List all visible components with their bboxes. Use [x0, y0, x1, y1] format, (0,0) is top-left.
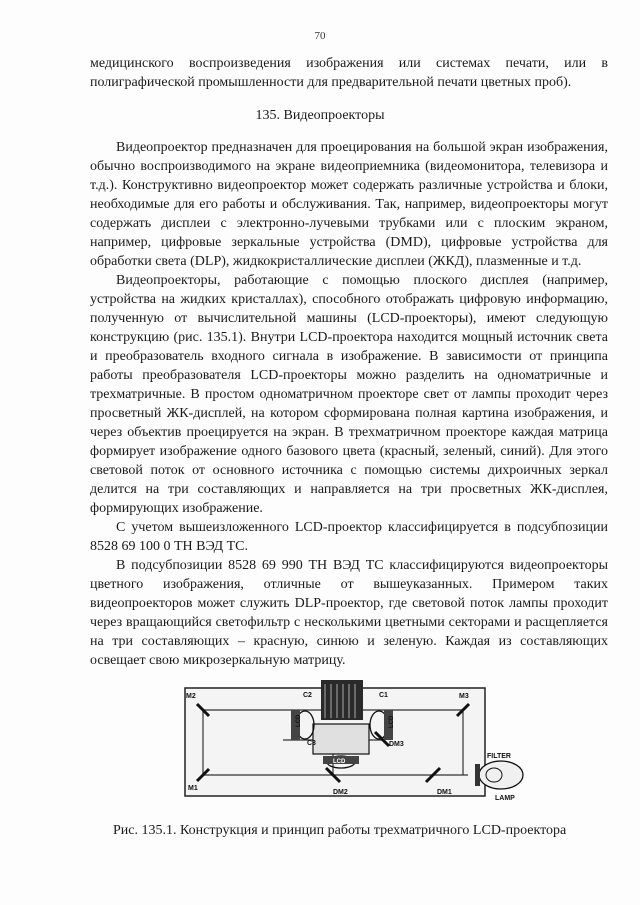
lcd-right-label: LCD — [389, 715, 395, 728]
projection-lens — [321, 680, 363, 720]
lcd-left-label: LCD — [296, 714, 302, 727]
label-lamp: LAMP — [495, 795, 515, 802]
label-m2: M2 — [186, 693, 196, 700]
label-filter: FILTER — [487, 753, 511, 760]
figure-caption: Рис. 135.1. Конструкция и принцип работы трехматричного LCD-проектора — [113, 823, 567, 838]
label-c1: C1 — [379, 692, 388, 699]
label-dm3: DM3 — [389, 741, 404, 748]
label-dm2: DM2 — [333, 789, 348, 796]
paragraph-3: С учетом вышеизложенного LCD-проектор классифицируется в подсубпозиции 8528 69 100 0 ТН ВЭД ТС. — [90, 520, 608, 554]
intro-paragraph — [90, 54, 608, 92]
section-title: 135. Видеопроекторы — [255, 108, 385, 123]
diagram-svg — [183, 680, 553, 808]
lcd-projector-diagram — [183, 680, 553, 808]
paragraph-2: Видеопроекторы, работающие с помощью плоского дисплея (например, устройства на жидких кристаллах), способного отображать цифровую информацию, полученную от вычислительной машины (LCD-проекторы), имеют следующую конструкцию (рис. 135.1). Внутри LCD-проектора находится мощный источник света и преобразователь входного сигнала в изображение. В зависимости от принципа работы преобразователя LCD-проекторы можно разделить на одноматричные и трехматричные. В простом одноматричном проекторе свет от лампы проходит через просветный ЖК-дисплей, на котором сформирована полная картина изображения, и через объектив проецируется на экран. В трехматричном проекторе каждая матрица формирует изображение одного базового цвета (красный, зеленый, синий). Для этого световой поток от основного источника с помощью системы дихроичных зеркал делится на три составляющих и направляется на три просветных ЖК-дисплея, формирующих изображение. — [90, 273, 608, 516]
label-c2: C2 — [303, 692, 312, 699]
prism — [313, 724, 369, 754]
page-number: 70 — [314, 30, 326, 42]
body-text — [90, 138, 608, 670]
intro-text: медицинского воспроизведения изображения или системах печати, или в полиграфической промышленности для предварительной печати цветных проб). — [90, 56, 608, 90]
label-c3: C3 — [307, 740, 316, 747]
filter — [475, 764, 480, 786]
label-m1: M1 — [188, 785, 198, 792]
label-dm1: DM1 — [437, 789, 452, 796]
paragraph-4: В подсубпозиции 8528 69 990 ТН ВЭД ТС классифицируются видеопроекторы цветного изображения, отличные от вышеуказанных. Примером таких видеопроекторов может служить DLP-проектор, где световой поток лампы проходит через вращающийся светофильтр с несколькими цветными секторами и расщепляется на три составляющих – красную, синюю и зеленую. Каждая из составляющих освещает свою микрозеркальную матрицу. — [90, 558, 608, 668]
lcd-bottom-label: LCD — [333, 759, 346, 765]
label-m3: M3 — [459, 693, 469, 700]
paragraph-1: Видеопроектор предназначен для проецирования на большой экран изображения, обычно воспроизводимого на экране видеоприемника (видеомонитора, телевизора и т.д.). Конструктивно видеопроектор может содержать различные устройства и блоки, необходимые для его работы и обслуживания. Так, например, видеопроекторы могут содержать дисплеи с электронно-лучевыми трубками или с плоским экраном, например, цифровые зеркальные устройства (DMD), цифровые устройства для обработки света (DLP), жидкокристаллические дисплеи (ЖКД), плазменные и т.д. — [90, 140, 608, 269]
